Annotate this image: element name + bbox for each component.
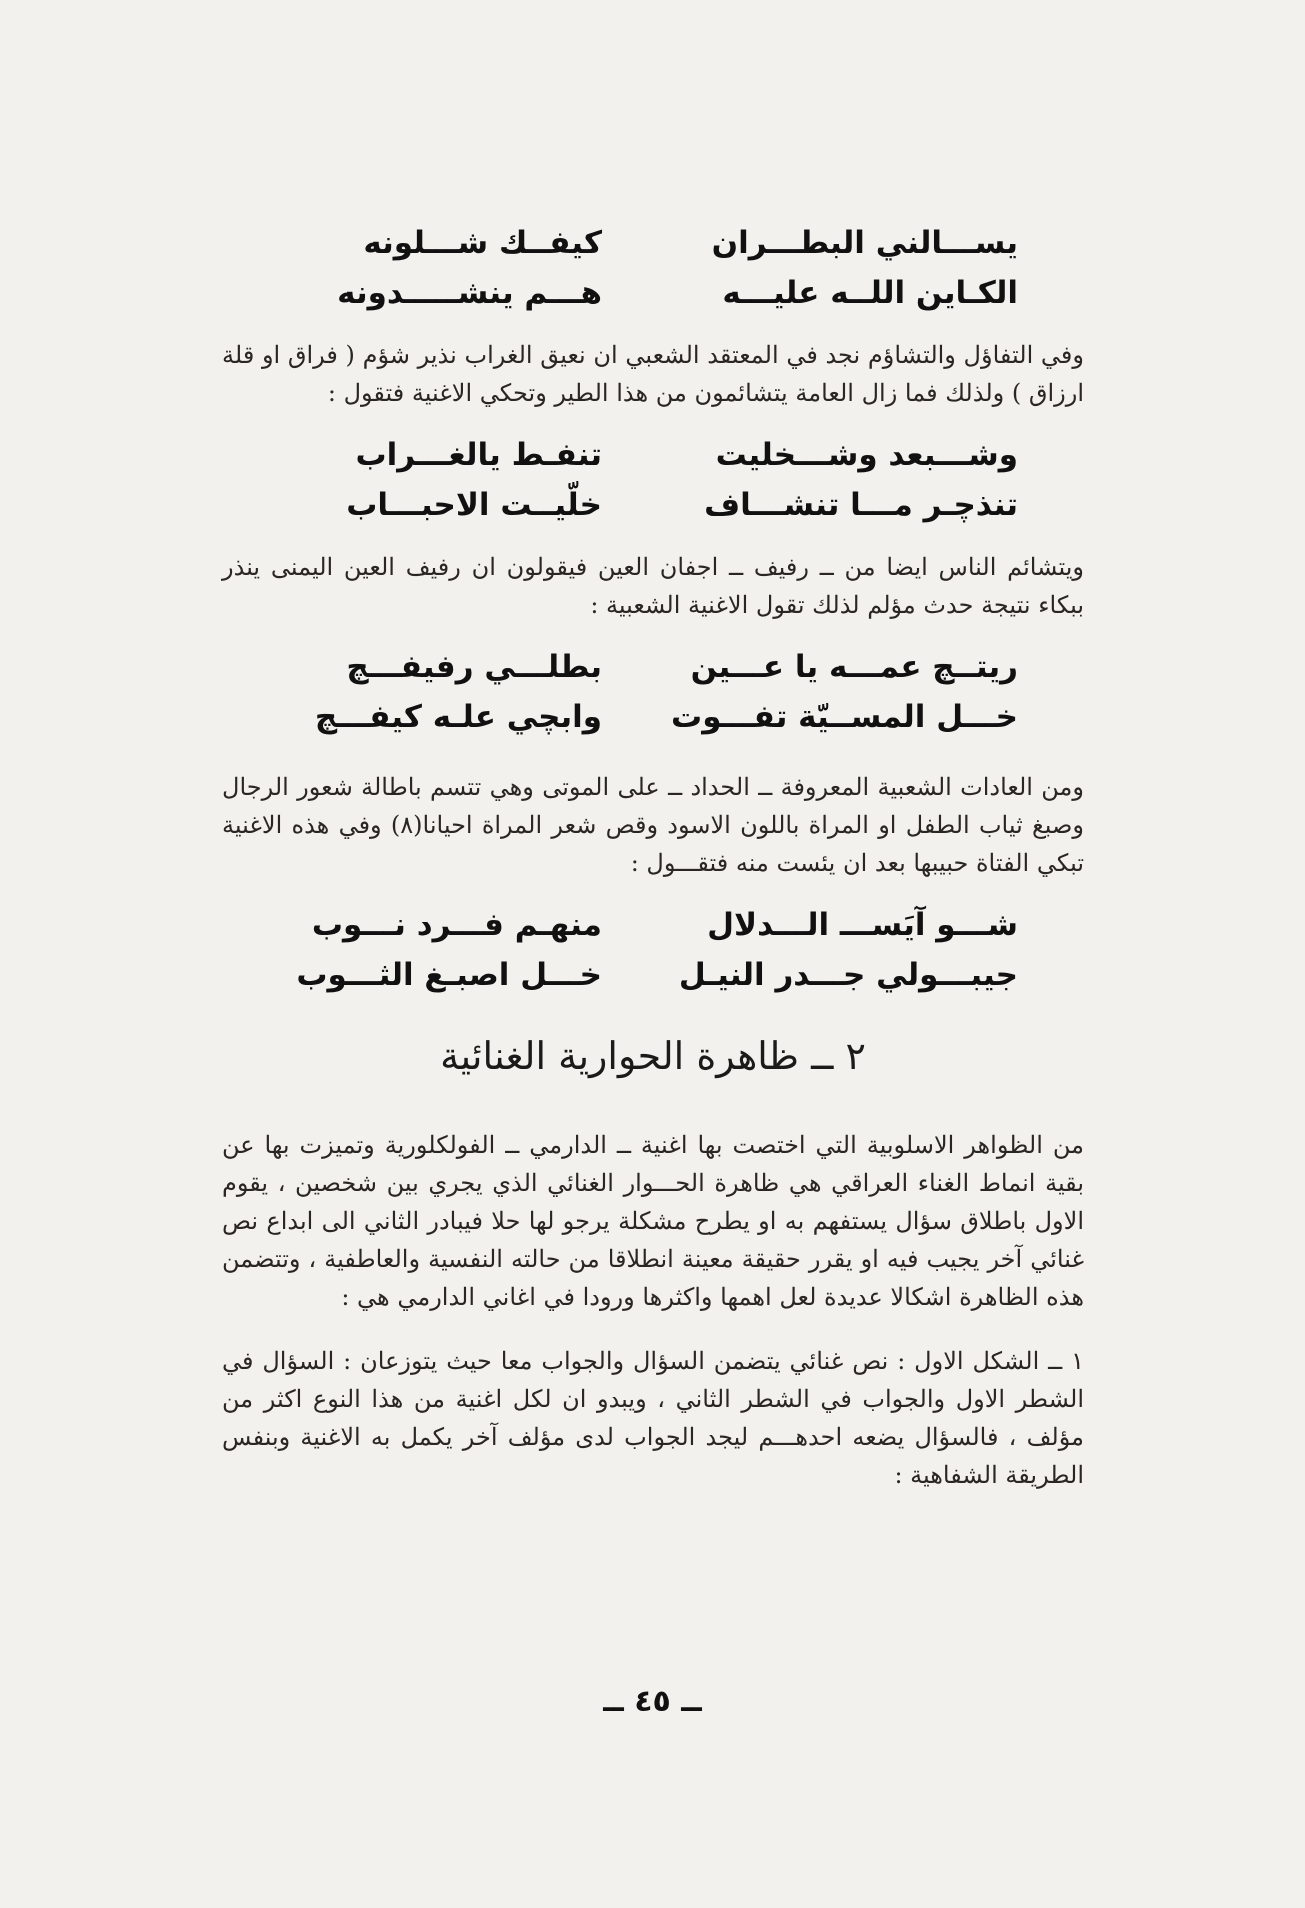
body-paragraph: وفي التفاؤل والتشاؤم نجد في المعتقد الشعبي ان نعيق الغراب نذير شؤم ( فراق او قلة ارزاق ) ولذلك فما زال العامة يتشائمون من هذا الطير وتحكي الاغنية فتقول :: [222, 341, 1084, 407]
verse-hemistich: تنذچـر مـــا تنشـــاف: [704, 487, 1018, 523]
verse-hemistich: خلّيــت الاحبـــاب: [346, 487, 602, 523]
verse-block: [222, 430, 1084, 530]
verse-hemistich: يســـالني البطـــران: [711, 225, 1018, 261]
verse-hemistich: وابچي علـه كيفـــچ: [314, 699, 602, 735]
verse-hemistich: خـــل اصبـغ الثـــوب: [296, 957, 602, 993]
page-content: [222, 218, 1084, 1494]
verse-hemistich: كيفــك شـــلونه: [363, 225, 602, 261]
body-paragraph: من الظواهر الاسلوبية التي اختصت بها اغنية ــ الدارمي ــ الفولكلورية وتميزت بها عن بقية انماط الغناء العراقي هي ظاهرة الحـــوار الغنائي الذي يجري بين شخصين ، يقوم الاول باطلاق سؤال يستفهم به او يطرح مشكلة يرجو لها حلا فيبادر الثاني الى ابداع نص غنائي آخر يجيب فيه او يقرر حقيقة معينة انطلاقا من حالته النفسية والعاطفية ، وتتضمن هذه الظاهرة اشكالا عديدة لعل اهمها واكثرها ورودا في اغاني الدارمي هي :: [222, 1131, 1085, 1311]
verse-block: [222, 642, 1084, 742]
verse-block: [222, 218, 1084, 318]
verse-block: [222, 900, 1084, 1000]
verse-hemistich: وشـــبعد وشـــخليت: [715, 437, 1018, 473]
verse-hemistich: جيبـــولي جـــدر النيـل: [678, 957, 1018, 993]
body-paragraph: ويتشائم الناس ايضا من ــ رفيف ــ اجفان العين فيقولون ان رفيف العين اليمنى ينذر ببكاء نتيجة حدث مؤلم لذلك تقول الاغنية الشعبية :: [222, 553, 1084, 619]
verse-hemistich: الكـاين اللــه عليـــه: [722, 275, 1018, 311]
body-paragraph: ١ ــ الشكل الاول : نص غنائي يتضمن السؤال والجواب معا حيث يتوزعان : السؤال في الشطر الاول والجواب في الشطر الثاني ، ويبدو ان لكل اغنية من هذا النوع اكثر من مؤلف ، فالسؤال يضعه احدهـــم ليجد الجواب لدى مؤلف آخر يكمل به الاغنية وبنفس الطريقة الشفاهية :: [222, 1347, 1084, 1489]
verse-hemistich: ريتــچ عمـــه يا عـــين: [690, 649, 1018, 685]
verse-hemistich: منهـم فـــرد نـــوب: [311, 907, 602, 943]
verse-hemistich: هـــم ينشـــــدونه: [337, 275, 602, 311]
verse-hemistich: تنفـط يالغـــراب: [355, 437, 602, 473]
body-paragraph: ومن العادات الشعبية المعروفة ــ الحداد ــ على الموتى وهي تتسم باطالة شعور الرجال وصبغ ثياب الطفل او المراة باللون الاسود وقص شعر المراة احيانا(٨) وفي هذه الاغنية تبكي الفتاة حبيبها بعد ان يئست منه فتقـــول :: [222, 773, 1085, 877]
section-heading: ٢ ــ ظاهرة الحوارية الغنائية: [440, 1034, 866, 1078]
page-number: ــ ٤٥ ــ: [603, 1684, 702, 1719]
verse-hemistich: خـــل المســيّة تفـــوت: [671, 699, 1018, 735]
verse-hemistich: شـــو آيَســـ الـــدلال: [707, 907, 1018, 943]
verse-hemistich: بطلـــي رفيفـــچ: [346, 649, 602, 685]
